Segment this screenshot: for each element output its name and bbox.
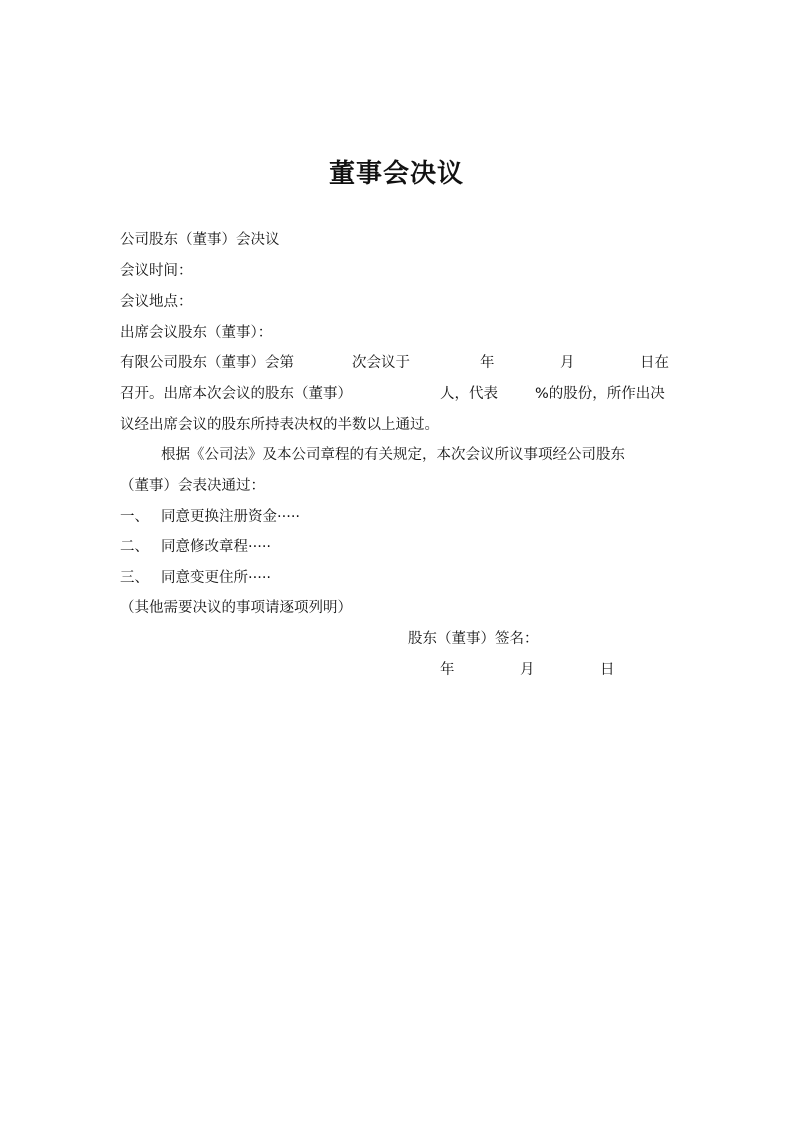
signature-month-label: 月	[520, 662, 535, 678]
meeting-time-label: 会议时间：	[120, 263, 193, 279]
document-title: 董事会决议	[328, 159, 464, 189]
para1-line2-text-a: 召开。出席本次会议的股东（董事）	[120, 386, 352, 402]
note-line: （其他需要决议的事项请逐项列明）	[120, 600, 352, 616]
header-line: 公司股东（董事）会决议	[120, 232, 280, 248]
para1-line1-text-a: 有限公司股东（董事）会第	[120, 355, 294, 371]
item-1-text: 同意更换注册资金·····	[161, 509, 301, 525]
meeting-place-label: 会议地点：	[120, 294, 193, 310]
attendees-label: 出席会议股东（董事）：	[120, 325, 273, 341]
para1-line2-text-b: 人，代表	[440, 386, 498, 402]
item-1-number: 一、	[120, 509, 149, 525]
para2-line1: 根据《公司法》及本公司章程的有关规定，本次会议所议事项经公司股东	[161, 447, 625, 463]
para2-line2: （董事）会表决通过：	[120, 478, 265, 494]
item-2-text: 同意修改章程·····	[161, 539, 272, 555]
item-3-text: 同意变更住所·····	[161, 570, 272, 586]
signature-label: 股东（董事）签名：	[408, 631, 539, 647]
para1-year-label: 年	[480, 355, 495, 371]
para1-line3: 议经出席会议的股东所持表决权的半数以上通过。	[120, 417, 439, 433]
item-3-number: 三、	[120, 570, 149, 586]
item-2-number: 二、	[120, 539, 149, 555]
signature-year-label: 年	[440, 662, 455, 678]
signature-day-label: 日	[600, 662, 615, 678]
para1-day-label: 日在	[640, 355, 669, 371]
para1-line2-text-c: %的股份，所作出决	[535, 386, 665, 402]
para1-month-label: 月	[560, 355, 575, 371]
para1-line1-text-b: 次会议于	[352, 355, 410, 371]
